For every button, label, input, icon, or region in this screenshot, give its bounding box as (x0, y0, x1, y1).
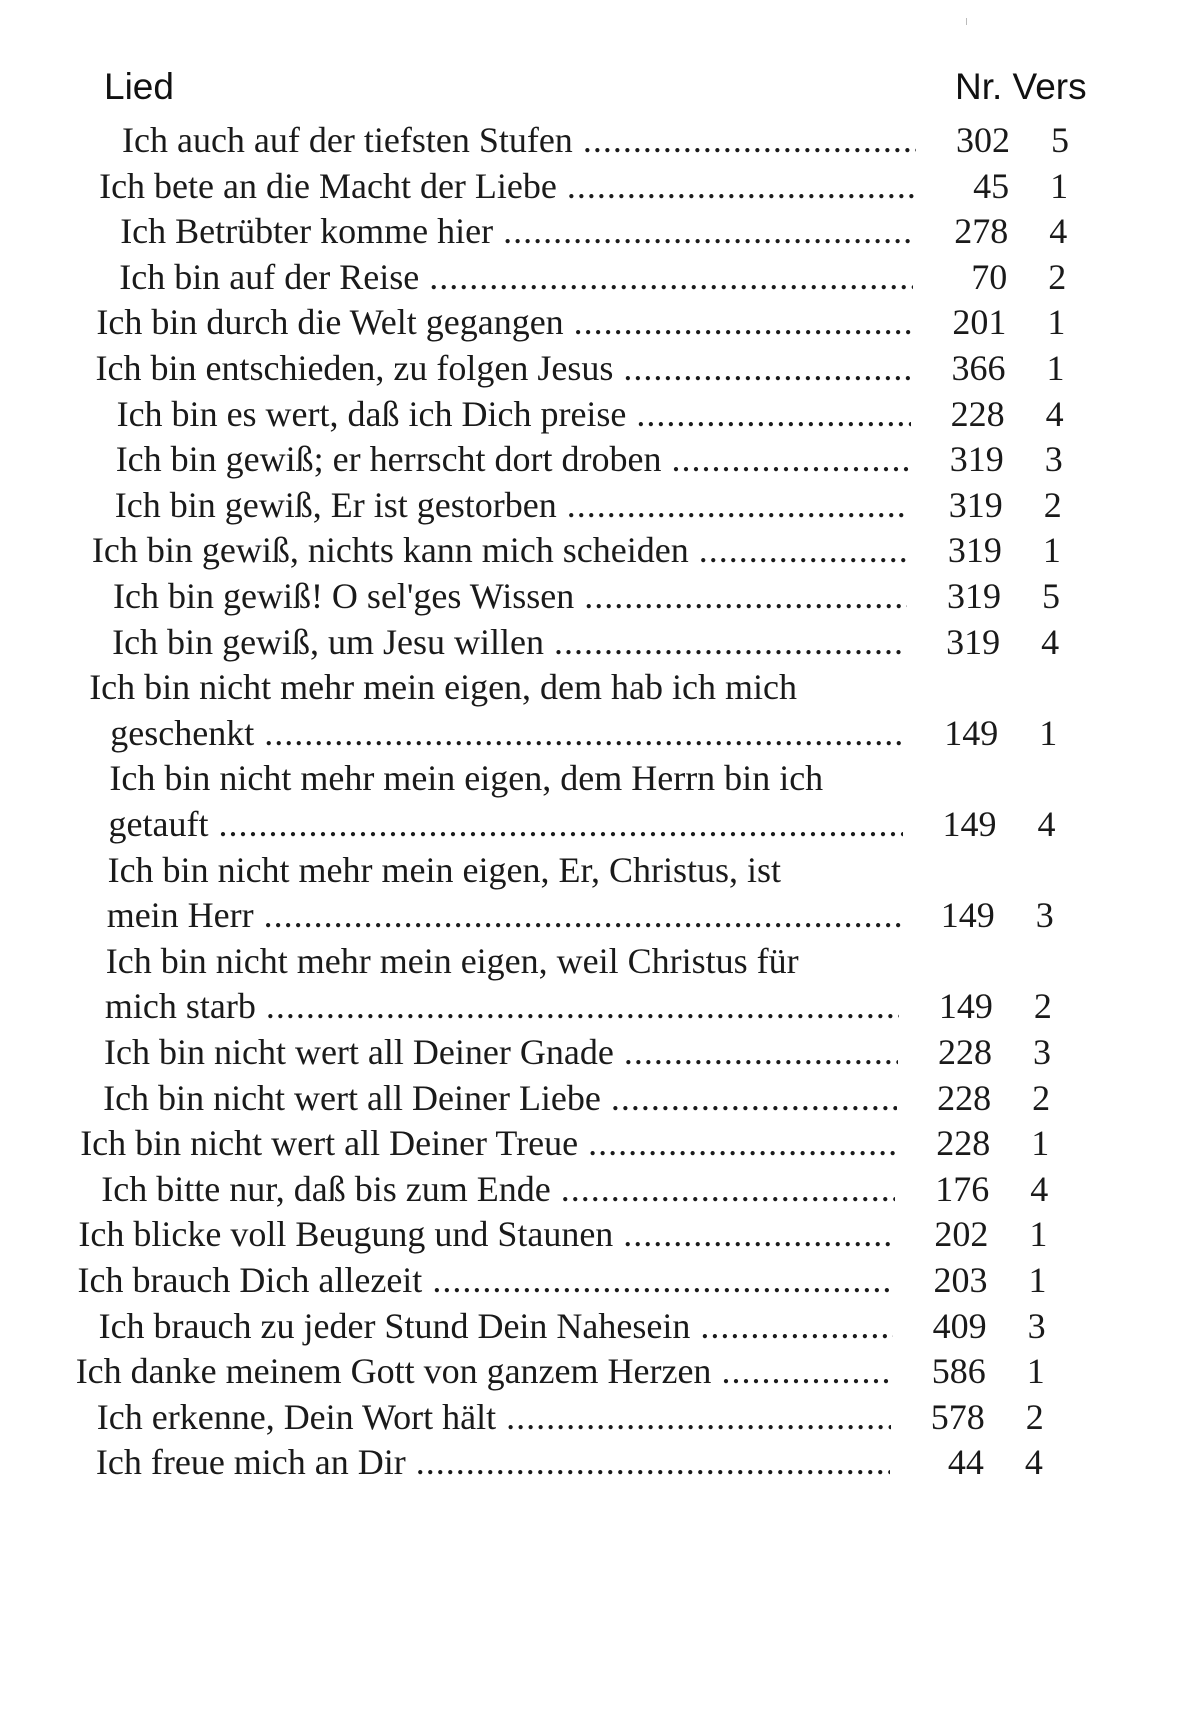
index-entry (0, 572, 1181, 620)
entry-number: 409 (932, 1305, 987, 1346)
entry-title-cell (115, 481, 919, 529)
entry-number: 201 (952, 302, 1007, 343)
entry-title: Ich bin nicht mehr mein eigen, weil Christus für (105, 940, 799, 981)
entry-number: 70 (971, 256, 1008, 297)
entry-number: 319 (947, 576, 1001, 616)
column-header-lied: Lied (104, 66, 174, 107)
dot-leader (429, 253, 913, 301)
dot-leader (583, 116, 916, 164)
entry-verse: 4 (1041, 621, 1060, 662)
dot-leader (700, 1302, 892, 1350)
entry-title: Ich bin nicht mehr mein eigen, dem Herrn bin ich (109, 758, 824, 799)
index-entry (0, 526, 1181, 574)
entry-number: 319 (947, 530, 1002, 571)
entry-title: Ich freue mich an Dir (95, 1442, 406, 1483)
index-entry (0, 709, 1181, 757)
entry-title-cell (89, 663, 915, 711)
entry-number: 45 (973, 165, 1010, 206)
entry-title: geschenkt (110, 712, 255, 753)
index-entry (0, 1438, 1181, 1486)
dot-leader (672, 435, 910, 483)
entry-number: 319 (948, 484, 1003, 525)
entry-title: Ich auch auf der tiefsten Stufen (122, 120, 573, 160)
dot-leader (636, 390, 910, 438)
entry-number: 228 (937, 1077, 992, 1118)
entry-verse: 3 (1035, 895, 1054, 936)
index-entry (0, 800, 1181, 848)
entry-title-cell (116, 435, 920, 483)
entry-title: Ich bin es wert, daß ich Dich preise (116, 393, 627, 434)
entry-verse: 2 (1048, 256, 1067, 297)
dot-leader (218, 800, 902, 848)
entry-verse: 5 (1042, 576, 1060, 616)
entry-title: Ich bin nicht mehr mein eigen, Er, Christus, ist (107, 849, 782, 890)
dot-leader (584, 572, 907, 620)
entry-title: Ich erkenne, Dein Wort hält (96, 1396, 497, 1437)
index-entry (0, 1256, 1181, 1304)
entry-number: 586 (931, 1351, 986, 1392)
entry-title-cell (78, 1256, 904, 1304)
dot-leader (567, 481, 909, 529)
entry-title-cell (110, 709, 914, 757)
dot-leader (432, 1256, 893, 1304)
entry-verse: 2 (1043, 484, 1062, 525)
page-mark (966, 18, 967, 25)
entry-title-cell (96, 298, 922, 346)
entry-title: Ich bete an die Macht der Liebe (99, 165, 557, 206)
entry-title: getauft (108, 804, 209, 844)
dot-leader (611, 1074, 897, 1122)
index-entry (0, 1393, 1181, 1441)
entry-number: 366 (951, 348, 1006, 388)
entry-title: Ich bin gewiß, um Jesu willen (112, 621, 545, 662)
entry-title-cell (122, 116, 926, 164)
entry-number: 149 (938, 986, 993, 1027)
dot-leader (503, 207, 914, 255)
entry-verse: 4 (1045, 393, 1064, 434)
entry-title: Ich bin auf der Reise (119, 256, 420, 297)
entry-verse: 4 (1037, 804, 1056, 844)
column-header-nr-vers: Nr. Vers (955, 66, 1087, 107)
entry-title-cell (103, 1074, 907, 1122)
entry-title: Ich bin entschieden, zu folgen Jesus (95, 348, 614, 388)
index-entry (0, 1074, 1181, 1122)
entry-number: 149 (944, 712, 999, 753)
entry-title: Ich bin nicht wert all Deiner Gnade (104, 1032, 614, 1072)
entry-title-cell (97, 1393, 901, 1441)
entry-title-cell (119, 253, 923, 301)
entry-title-cell (117, 390, 921, 438)
index-entry (0, 982, 1181, 1030)
entry-verse: 1 (1028, 1260, 1047, 1300)
entry-verse: 1 (1026, 1351, 1045, 1392)
index-entry (0, 253, 1181, 301)
dot-leader (623, 1210, 894, 1258)
entry-title-cell (109, 800, 913, 848)
entry-title: Ich brauch Dich allezeit (77, 1260, 423, 1300)
index-entry (0, 162, 1181, 210)
dot-leader (554, 618, 906, 666)
entry-number: 176 (935, 1168, 990, 1209)
entry-number: 149 (942, 804, 997, 844)
entry-title-cell (78, 1210, 904, 1258)
entry-title: mein Herr (106, 895, 254, 936)
entry-title-cell (106, 937, 910, 985)
entry-title: Ich Betrübter komme hier (120, 211, 494, 252)
index-entry (0, 754, 1181, 802)
dot-leader (721, 1347, 891, 1395)
index-entry (0, 207, 1181, 255)
entry-number: 149 (940, 895, 995, 936)
entry-number: 44 (947, 1442, 984, 1483)
entry-title: Ich bin gewiß, nichts kann mich scheiden (91, 530, 689, 571)
entry-verse: 1 (1031, 1123, 1050, 1164)
entry-title: mich starb (104, 986, 256, 1027)
dot-leader (574, 298, 913, 346)
dot-leader (588, 1119, 896, 1167)
index-entry (0, 663, 1181, 711)
entry-title-cell (113, 572, 917, 620)
entry-verse: 1 (1029, 1214, 1048, 1255)
entry-verse: 1 (1039, 712, 1058, 753)
entry-title: Ich bitte nur, daß bis zum Ende (101, 1168, 551, 1209)
entry-title-cell (108, 846, 912, 894)
entry-title: Ich bin gewiß; er herrscht dort droben (115, 439, 662, 480)
entry-verse: 3 (1044, 439, 1063, 480)
entry-number: 228 (936, 1123, 991, 1164)
entry-title: Ich bin durch die Welt gegangen (96, 302, 564, 343)
entry-verse: 1 (1046, 348, 1065, 388)
entry-title-cell (80, 1119, 906, 1167)
entry-verse: 5 (1051, 120, 1069, 160)
entry-title-cell (96, 344, 922, 392)
dot-leader (561, 1165, 896, 1213)
dot-leader (624, 1028, 898, 1076)
entry-verse: 4 (1024, 1442, 1043, 1483)
entry-verse: 3 (1033, 1032, 1051, 1072)
entry-number: 578 (930, 1396, 985, 1437)
entry-number: 202 (934, 1214, 989, 1255)
entry-title-cell (107, 891, 911, 939)
entry-number: 278 (954, 211, 1009, 252)
entry-title-cell (92, 526, 918, 574)
index-entry (0, 435, 1181, 483)
entry-number: 319 (946, 621, 1001, 662)
dot-leader (416, 1438, 890, 1486)
entry-verse: 2 (1025, 1396, 1044, 1437)
index-entry (0, 298, 1181, 346)
index-entry (0, 618, 1181, 666)
entry-verse: 2 (1032, 1077, 1051, 1118)
dot-leader (699, 526, 908, 574)
entry-title: Ich bin nicht wert all Deiner Treue (80, 1123, 579, 1164)
entry-title-cell (76, 1347, 902, 1395)
dot-leader (506, 1393, 891, 1441)
entry-title-cell (109, 754, 913, 802)
entry-title: Ich bin nicht wert all Deiner Liebe (103, 1077, 601, 1118)
entry-verse: 2 (1033, 986, 1052, 1027)
entry-verse: 1 (1050, 165, 1069, 206)
index-entry (0, 937, 1181, 985)
entry-number: 302 (956, 120, 1010, 160)
entry-title: Ich bin nicht mehr mein eigen, dem hab ich mich (89, 667, 797, 708)
index-entry (0, 891, 1181, 939)
index-entry (0, 481, 1181, 529)
entry-title-cell (99, 1302, 903, 1350)
entry-title-cell (105, 982, 909, 1030)
entry-title-cell (96, 1438, 900, 1486)
entry-verse: 1 (1042, 530, 1061, 571)
entry-number: 228 (938, 1032, 992, 1072)
index-entry (0, 1119, 1181, 1167)
entry-title: Ich bin gewiß, Er ist gestorben (114, 484, 557, 525)
entry-verse: 4 (1030, 1168, 1049, 1209)
entry-verse: 4 (1049, 211, 1068, 252)
entry-number: 203 (933, 1260, 988, 1300)
entry-title-cell (104, 1028, 908, 1076)
dot-leader (266, 982, 899, 1030)
index-entry (0, 846, 1181, 894)
entry-number: 228 (950, 393, 1005, 434)
index-entry (0, 344, 1181, 392)
index-entry (0, 390, 1181, 438)
entry-title: Ich brauch zu jeder Stund Dein Nahesein (98, 1305, 691, 1346)
entry-title-cell (120, 207, 924, 255)
entry-title: Ich danke meinem Gott von ganzem Herzen (75, 1351, 712, 1392)
index-entry (0, 1165, 1181, 1213)
index-entry (0, 1347, 1181, 1395)
entry-title-cell (101, 1165, 905, 1213)
index-entry (0, 1028, 1181, 1076)
entry-title-cell (112, 618, 916, 666)
entry-verse: 3 (1027, 1305, 1046, 1346)
dot-leader (623, 344, 911, 392)
dot-leader (264, 891, 901, 939)
index-entry (0, 1210, 1181, 1258)
entry-title: Ich blicke voll Beugung und Staunen (78, 1214, 614, 1255)
index-entry (0, 1302, 1181, 1350)
dot-leader (264, 709, 904, 757)
entry-verse: 1 (1047, 302, 1066, 343)
dot-leader (567, 162, 915, 210)
entry-number: 319 (949, 439, 1004, 480)
index-entry (0, 116, 1181, 164)
entry-title: Ich bin gewiß! O sel'ges Wissen (113, 576, 575, 616)
entry-title-cell (99, 162, 925, 210)
